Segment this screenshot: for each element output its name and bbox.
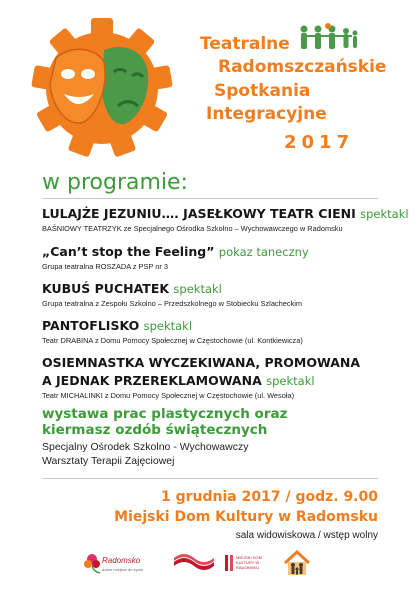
exhibition-institution-2: Warsztaty Terapii Zajęciowej — [42, 455, 175, 467]
radomsko-flower-icon — [82, 552, 102, 574]
event-4-name: PANTOFLISKO — [42, 318, 140, 333]
event-3-name: KUBUŚ PUCHATEK — [42, 281, 170, 296]
event-3-tag: spektakl — [173, 282, 222, 296]
theatre-masks-gear-icon — [22, 12, 182, 162]
radomsko-logo-text: Radomsko — [102, 556, 141, 565]
exhibition-line-1: wystawa prac plastycznych oraz — [42, 406, 288, 422]
event-5-title-line2 — [42, 373, 315, 388]
event-4-subtitle: Teatr DRABINA z Domu Pomocy Społecznej w Częstochowie (ul. Kontkiewicza) — [42, 336, 303, 345]
event-1-subtitle: BAŚNIOWY TEATRZYK ze Specjalnego Ośrodka Szkolno – Wychowawczego w Radomsku — [42, 224, 343, 233]
event-2-title — [42, 244, 309, 259]
divider — [42, 478, 378, 479]
title-line-2: Radomszczańskie — [218, 57, 387, 77]
mdk-logo — [224, 552, 262, 574]
event-4-tag: spektakl — [143, 319, 193, 333]
event-1-title — [42, 206, 409, 221]
event-5-title-line1: OSIEMNASTKA WYCZEKIWANA, PROMOWANA — [42, 355, 361, 370]
mdk-logo-text: MIEJSKI DOM KULTURY W RADOMSKU — [236, 555, 263, 570]
event-5-name: A JEDNAK PRZEREKLAMOWANA — [42, 373, 262, 388]
event-3-title — [42, 281, 222, 296]
event-date: 1 grudnia 2017 / godz. 9.00 — [161, 489, 378, 505]
people-holding-hands-icon — [298, 22, 360, 50]
event-3-subtitle: Grupa teatralna z Zespołu Szkolno – Przedszkolnego w Stobiecku Szlacheckim — [42, 299, 303, 308]
event-1-name: LULAJŻE JEZUNIU…. JASEŁKOWY TEATR CIENI — [42, 206, 356, 221]
title-line-3: Spotkania — [214, 81, 311, 101]
radomsko-logo-subtitle: dobre miejsce do życia — [102, 567, 143, 572]
radomsko-city-logo — [82, 550, 146, 578]
event-venue: Miejski Dom Kultury w Radomsku — [114, 509, 378, 525]
exhibition-line-2: kiermasz ozdób świątecznych — [42, 422, 268, 438]
event-2-tag: pokaz taneczny — [218, 245, 309, 259]
family-house-logo — [283, 549, 311, 577]
event-5-tag: spektakl — [266, 374, 315, 388]
event-5-subtitle: Teatr MICHALINKI z Domu Pomocy Społecznej w Częstochowie (ul. Wesoła) — [42, 391, 295, 400]
exhibition-institution-1: Specjalny Ośrodek Szkolno - Wychowawczy — [42, 441, 249, 453]
title-line-1: Teatralne — [200, 34, 290, 54]
red-flag-logo — [172, 554, 216, 572]
event-2-subtitle: Grupa teatralna ROSZADA z PSP nr 3 — [42, 262, 168, 271]
title-line-4: Integracyjne — [206, 104, 327, 124]
program-heading: w programie: — [42, 170, 188, 195]
event-year: 2017 — [284, 132, 355, 153]
venue-note: sala widowiskowa / wstęp wolny — [235, 530, 378, 541]
event-2-name: „Can’t stop the Feeling” — [42, 244, 215, 259]
mdk-mark-icon — [224, 554, 234, 572]
divider — [42, 198, 378, 199]
event-4-title — [42, 318, 192, 333]
event-1-tag: spektakl — [360, 207, 409, 221]
